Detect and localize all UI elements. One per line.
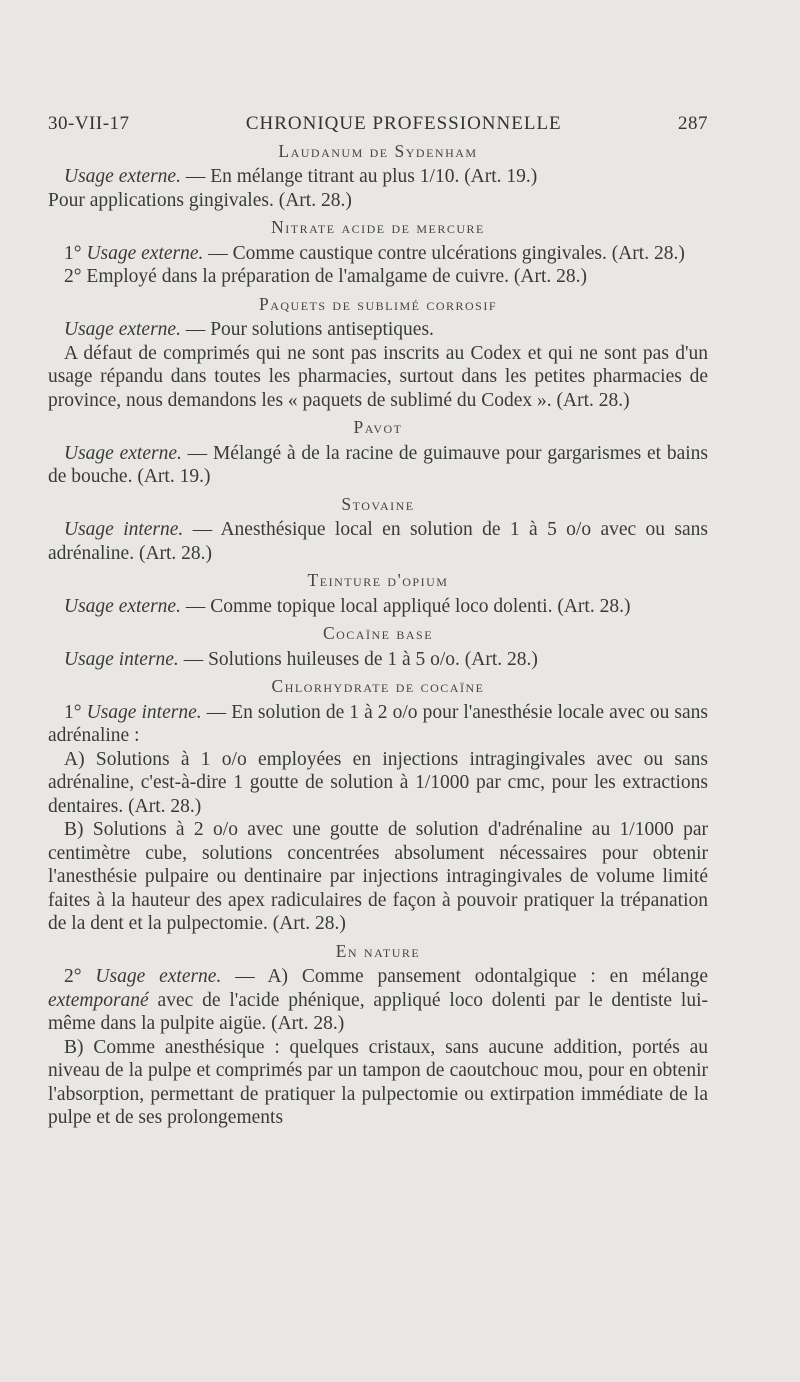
running-header [48,112,708,136]
paragraph: Usage interne. — Anesthésique local en solution de 1 à 5 o/o avec ou sans adrénaline. (Art. 28.) [48,519,709,564]
paragraph: Usage externe. — En mélange titrant au plus 1/10. (Art. 19.) [64,166,538,187]
paragraph: Usage interne. — Solutions huileuses de 1 à 5 o/o. (Art. 28.) [64,648,538,670]
document-page [48,112,708,1130]
section-heading: Stovaine [341,493,415,514]
paragraph: A) Solutions à 1 o/o employées en injections intragingivales avec ou sans adrénaline, c'est-à-dire 1 goutte de solution à 1/1000 par cmc, pour les extractions dentaires. (Art. 28.) [48,748,708,817]
header-title: CHRONIQUE PROFESSIONNELLE [245,113,562,134]
section-heading: Paquets de sublimé corrosif [258,293,498,314]
paragraph: B) Solutions à 2 o/o avec une goutte de solution d'adrénaline au 1/1000 par centimètre cube, solutions concentrées absolument nécessaires pour obtenir l'anesthésie pulpaire ou dentinaire par injections intragingivales de volume limité faites à la hauteur des apex radiculaires de façon à pouvoir pratiquer la trépanation de la dent et la pulpectomie. (Art. 28.) [48,819,708,934]
paragraph: Usage externe. — Comme topique local appliqué loco dolenti. (Art. 28.) [64,595,631,617]
section-heading: En nature [335,940,421,961]
paragraph: A défaut de comprimés qui ne sont pas inscrits au Codex et qui ne sont pas d'un usage répandu dans toutes les pharmacies, surtout dans les petites pharmacies de province, nous demandons les « paquets de sublimé du Codex ». (Art. 28.) [48,342,708,411]
paragraph: Usage externe. — Mélangé à de la racine de guimauve pour gargarismes et bains de bouche. (Art. 19.) [48,442,709,487]
paragraph: 2° Usage externe. — A) Comme pansement odontalgique : en mélange extemporané avec de l'acide phénique, appliqué loco dolenti par le dentiste lui-même dans la pulpite aigüe. (Art. 28.) [48,966,708,1034]
section-heading: Chlorhydrate de cocaïne [271,676,485,696]
header-date: 30-VII-17 [48,113,130,134]
section-heading: Laudanum de Sydenham [278,140,478,161]
section-heading: Nitrate acide de mercure [271,217,485,237]
paragraph: 1° Usage interne. — En solution de 1 à 2 o/o pour l'anesthésie locale avec ou sans adrénaline : [48,701,708,746]
section-heading: Cocaïne base [322,623,434,643]
paragraph: 2° Employé dans la préparation de l'amalgame de cuivre. (Art. 28.) [64,266,587,287]
section-heading: Teinture d'opium [307,570,449,590]
paragraph: B) Comme anesthésique : quelques cristaux, sans aucune addition, portés au niveau de la pulpe et comprimés par un tampon de caoutchouc mou, pour en obtenir l'absorption, permettant de pratiquer la pulpectomie ou extirpation immédiate de la pulpe et de ses prolongements [48,1036,708,1128]
page-number: 287 [677,113,708,134]
paragraph: 1° Usage externe. — Comme caustique contre ulcérations gingivales. (Art. 28.) [64,242,685,264]
section-heading: Pavot [353,417,403,437]
paragraph: Usage externe. — Pour solutions antiseptiques. [64,319,434,340]
paragraph: Pour applications gingivales. (Art. 28.) [48,189,352,211]
